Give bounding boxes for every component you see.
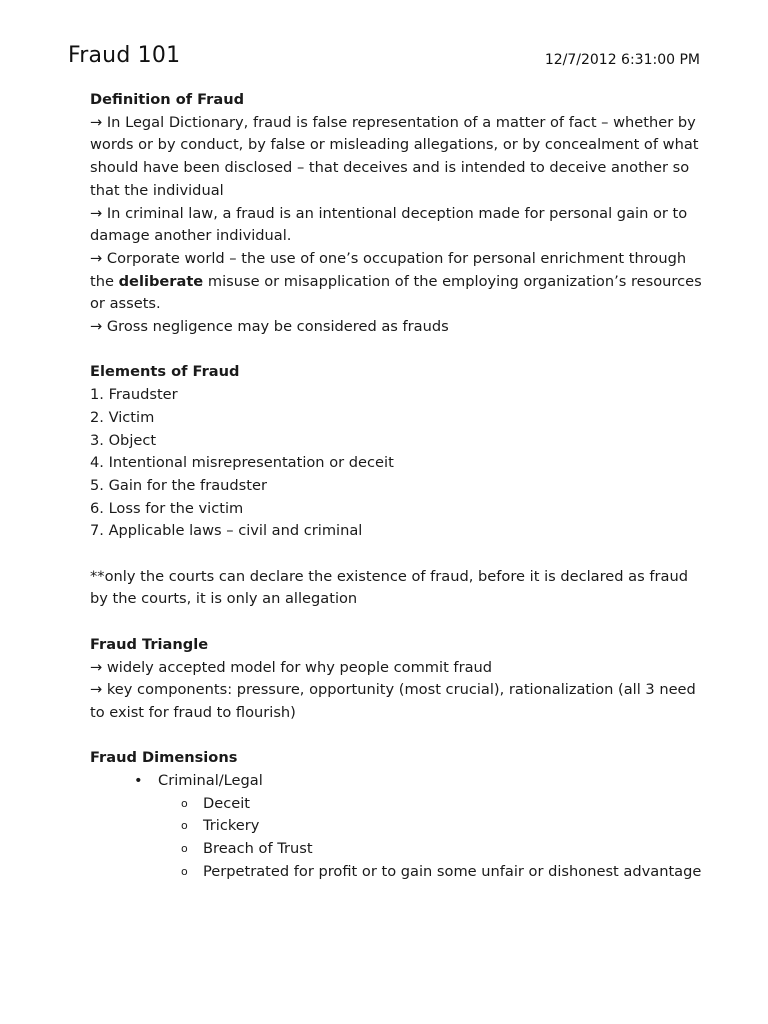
definition-corporate-emphasis: deliberate: [118, 272, 204, 290]
definition-negligence-text: Gross negligence may be considered as frauds: [102, 318, 449, 336]
sub-bullet-icon: o: [181, 842, 188, 856]
list-item: 6. Loss for the victim: [90, 499, 244, 517]
elements-list: [90, 384, 702, 543]
list-item: [90, 861, 702, 884]
page-datetime: 12/7/2012 6:31:00 PM: [544, 52, 700, 68]
list-item: 5. Gain for the fraudster: [90, 476, 267, 494]
section-heading-triangle: Fraud Triangle: [90, 635, 209, 653]
spacer: [90, 725, 702, 748]
sub-item-text: Trickery: [203, 817, 260, 835]
definition-paragraph-legal: [90, 112, 702, 203]
section-heading-definition: Definition of Fraud: [90, 91, 245, 108]
triangle-components-text: key components: pressure, opportunity (most crucial), rationalization (all 3 need to exist for fraud to flourish): [90, 681, 696, 721]
page-title: Fraud 101: [68, 43, 181, 68]
sub-bullet-icon: o: [181, 796, 188, 810]
arrow-icon: →: [90, 204, 103, 222]
triangle-paragraph-components: [90, 679, 702, 724]
definition-legal-text: In Legal Dictionary, fraud is false representation of a matter of fact – whether by words or by conduct, by false or misleading allegations, or by concealment of what should have been disclosed – that deceives and is intended to deceive another so that the individual: [90, 113, 699, 199]
document-body: [90, 89, 702, 884]
dimension-label: Criminal/Legal: [158, 772, 263, 790]
arrow-icon: →: [90, 318, 103, 336]
definition-paragraph-negligence: [90, 316, 702, 339]
arrow-icon: →: [90, 113, 103, 131]
courts-note: **only the courts can declare the existence of fraud, before it is declared as fraud by the courts, it is only an allegation: [90, 567, 688, 608]
definition-paragraph-criminal: [90, 203, 702, 248]
sub-item-text: Breach of Trust: [203, 840, 313, 858]
list-item: 2. Victim: [90, 408, 155, 426]
list-item: [90, 838, 702, 861]
dimensions-sub-list: [90, 793, 702, 884]
list-item: 3. Object: [90, 431, 157, 449]
sub-item-text: Perpetrated for profit or to gain some unfair or dishonest advantage: [203, 862, 702, 880]
list-item: [90, 815, 702, 838]
arrow-icon: →: [90, 681, 103, 699]
definition-corporate-text-end: misuse or misapplication of the employing organization’s resources or assets.: [90, 272, 702, 313]
definition-corporate-text-start: Corporate world – the use of one’s occupation for personal enrichment through the: [90, 249, 687, 290]
spacer: [90, 611, 702, 634]
dimensions-list: [90, 770, 702, 793]
bullet-icon: •: [134, 772, 143, 790]
list-item: [90, 770, 702, 793]
arrow-icon: →: [90, 658, 103, 676]
list-item: [90, 793, 702, 816]
list-item: 1. Fraudster: [90, 386, 178, 404]
spacer: [90, 543, 702, 566]
definition-criminal-text: In criminal law, a fraud is an intentional deception made for personal gain or to damage another individual.: [90, 204, 688, 245]
triangle-paragraph-model: [90, 657, 702, 680]
definition-paragraph-corporate: [90, 248, 702, 316]
spacer: [90, 339, 702, 362]
sub-bullet-icon: o: [181, 864, 188, 878]
sub-item-text: Deceit: [203, 794, 250, 812]
triangle-model-text: widely accepted model for why people commit fraud: [102, 658, 493, 676]
arrow-icon: →: [90, 249, 103, 267]
list-item: 7. Applicable laws – civil and criminal: [90, 522, 363, 540]
list-item: 4. Intentional misrepresentation or deceit: [90, 454, 394, 472]
section-heading-dimensions: Fraud Dimensions: [90, 749, 238, 767]
section-heading-elements: Elements of Fraud: [90, 363, 240, 381]
sub-bullet-icon: o: [181, 819, 188, 833]
